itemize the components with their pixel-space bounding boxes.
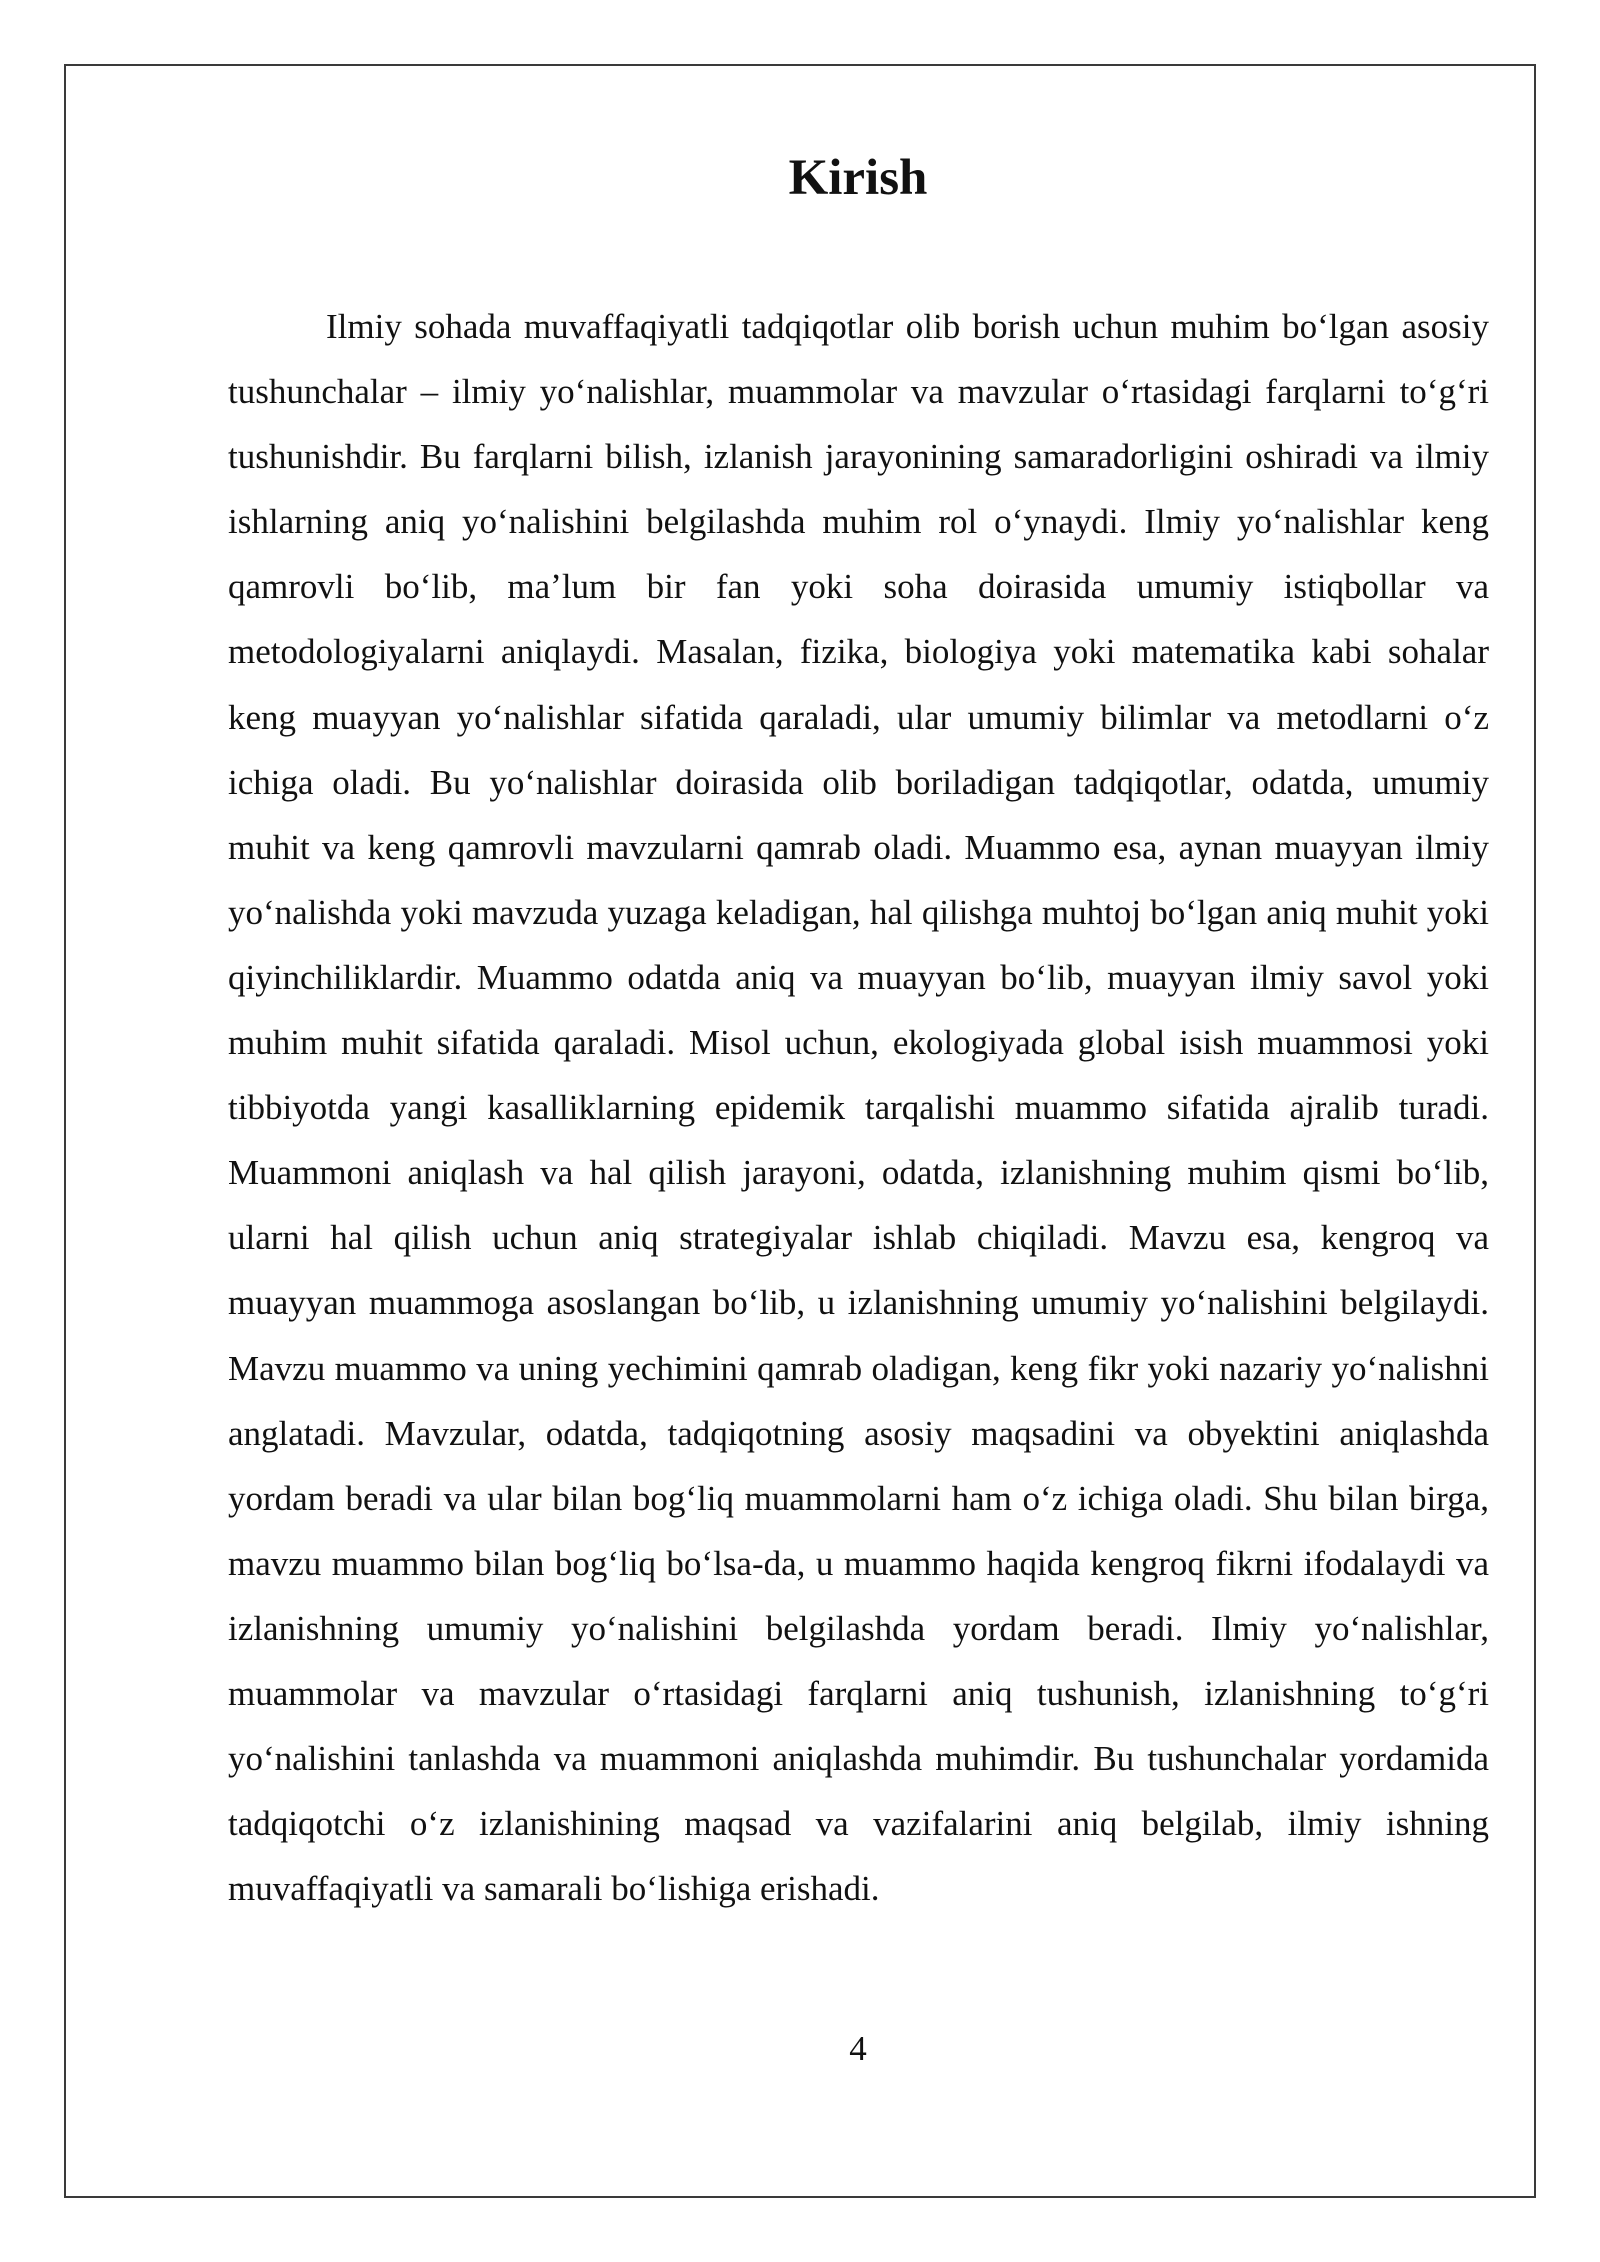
body-paragraph: Ilmiy sohada muvaffaqiyatli tadqiqotlar olib borish uchun muhim boʻlgan asosiy tushunchalar – ilmiy yoʻnalishlar, muammolar va mavzular oʻrtasidagi farqlarni toʻgʻri tushunishdir. Bu farqlarni bilish, izlanish jarayonining samaradorligini oshiradi va ilmiy ishlarning aniq yoʻnalishini belgilashda muhim rol oʻynaydi. Ilmiy yoʻnalishlar keng qamrovli boʻlib, maʼlum bir fan yoki soha doirasida umumiy istiqbollar va metodologiyalarni aniqlaydi. Masalan, fizika, biologiya yoki matematika kabi sohalar keng muayyan yoʻnalishlar sifatida qaraladi, ular umumiy bilimlar va metodlarni oʻz ichiga oladi. Bu yoʻnalishlar doirasida olib boriladigan tadqiqotlar, odatda, umumiy muhit va keng qamrovli mavzularni qamrab oladi. Muammo esa, aynan muayyan ilmiy yoʻnalishda yoki mavzuda yuzaga keladigan, hal qilishga muhtoj boʻlgan aniq muhit yoki qiyinchiliklardir. Muammo odatda aniq va muayyan boʻlib, muayyan ilmiy savol yoki muhim muhit sifatida qaraladi. Misol uchun, ekologiyada global isish muammosi yoki tibbiyotda yangi kasalliklarning epidemik tarqalishi muammo sifatida ajralib turadi. Muammoni aniqlash va hal qilish jarayoni, odatda, izlanishning muhim qismi boʻlib, ularni hal qilish uchun aniq strategiyalar ishlab chiqiladi. Mavzu esa, kengroq va muayyan muammoga asoslangan boʻlib, u izlanishning umumiy yoʻnalishini belgilaydi. Mavzu muammo va uning yechimini qamrab oladigan, keng fikr yoki nazariy yoʻnalishni anglatadi. Mavzular, odatda, tadqiqotning asosiy maqsadini va obyektini aniqlashda yordam beradi va ular bilan bogʻliq muammolarni ham oʻz ichiga oladi. Shu bilan birga, mavzu muammo bilan bogʻliq boʻlsa-da, u muammo haqida kengroq fikrni ifodalaydi va izlanishning umumiy yoʻnalishini belgilashda yordam beradi. Ilmiy yoʻnalishlar, muammolar va mavzular oʻrtasidagi farqlarni aniq tushunish, izlanishning toʻgʻri yoʻnalishini tanlashda va muammoni aniqlashda muhimdir. Bu tushunchalar yordamida tadqiqotchi oʻz izlanishining maqsad va vazifalarini aniq belgilab, ilmiy ishning muvaffaqiyatli va samarali boʻlishiga erishadi. (228, 307, 1489, 1909)
page-number: 4 (849, 2029, 867, 2068)
page-title: Kirish (788, 150, 928, 206)
